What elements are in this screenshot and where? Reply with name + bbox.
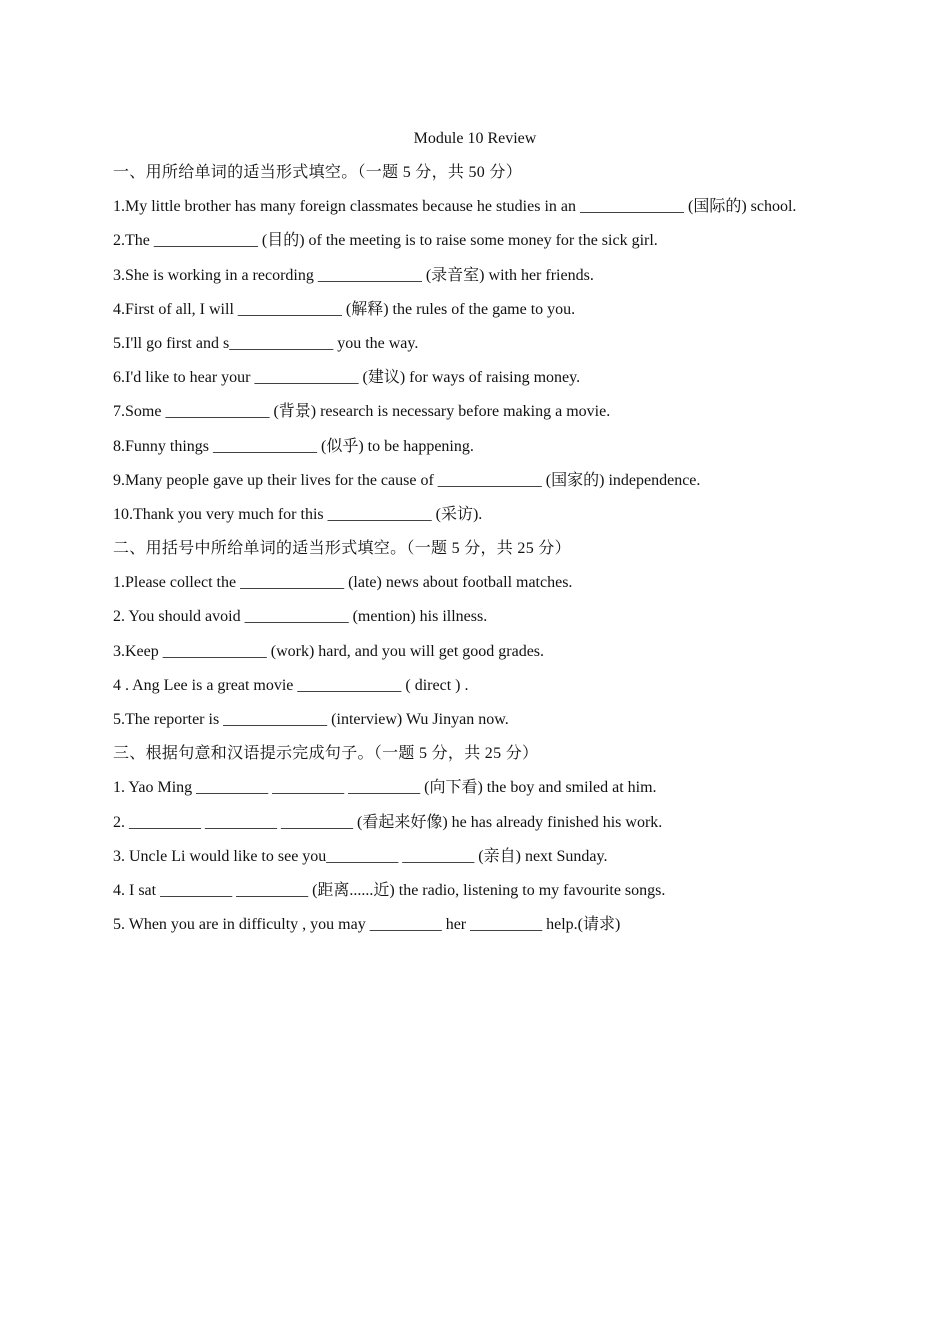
question-line: 4. I sat _________ _________ (距离......近) the radio, listening to my favourite songs. xyxy=(113,881,666,899)
question-line: 10.Thank you very much for this _____________ (采访). xyxy=(113,505,483,523)
question-line: 3.She is working in a recording _____________ (录音室) with her friends. xyxy=(113,266,594,284)
question-line: 9.Many people gave up their lives for the cause of _____________ (国家的) independence. xyxy=(113,471,701,489)
question-line: 4 . Ang Lee is a great movie _____________ ( direct ) . xyxy=(113,676,469,694)
question-line: 2.The _____________ (目的) of the meeting is to raise some money for the sick girl. xyxy=(113,232,658,250)
section-1-heading: 一、用所给单词的适当形式填空。（一题 5 分，共 50 分） xyxy=(113,164,523,181)
worksheet-content xyxy=(113,163,913,949)
question-line: 3. Uncle Li would like to see you_________ _________ (亲自) next Sunday. xyxy=(113,847,608,865)
question-line: 5.The reporter is _____________ (interview) Wu Jinyan now. xyxy=(113,711,509,728)
question-line: 5.I'll go first and s_____________ you the way. xyxy=(113,334,419,352)
question-line: 7.Some _____________ (背景) research is necessary before making a movie. xyxy=(113,403,611,421)
question-line: 3.Keep _____________ (work) hard, and you will get good grades. xyxy=(113,642,545,660)
question-line: 1.My little brother has many foreign classmates because he studies in an _____________ (国际的) school. xyxy=(113,198,797,216)
page-title: Module 10 Review xyxy=(413,130,537,147)
question-line: 6.I'd like to hear your _____________ (建议) for ways of raising money. xyxy=(113,369,581,387)
question-line: 1.Please collect the _____________ (late) news about football matches. xyxy=(113,574,573,592)
question-line: 5. When you are in difficulty , you may _________ her _________ help.(请求) xyxy=(113,916,621,934)
question-line: 2. You should avoid _____________ (mention) his illness. xyxy=(113,608,488,626)
question-line: 8.Funny things _____________ (似乎) to be happening. xyxy=(113,437,474,455)
question-line: 2. _________ _________ _________ (看起来好像) he has already finished his work. xyxy=(113,813,663,831)
question-line: 4.First of all, I will _____________ (解释) the rules of the game to you. xyxy=(113,300,576,318)
question-line: 1. Yao Ming _________ _________ _________ (向下看) the boy and smiled at him. xyxy=(113,779,657,797)
section-3-heading: 三、根据句意和汉语提示完成句子。（一题 5 分，共 25 分） xyxy=(113,745,539,763)
section-2-heading: 二、用括号中所给单词的适当形式填空。（一题 5 分，共 25 分） xyxy=(113,540,571,558)
